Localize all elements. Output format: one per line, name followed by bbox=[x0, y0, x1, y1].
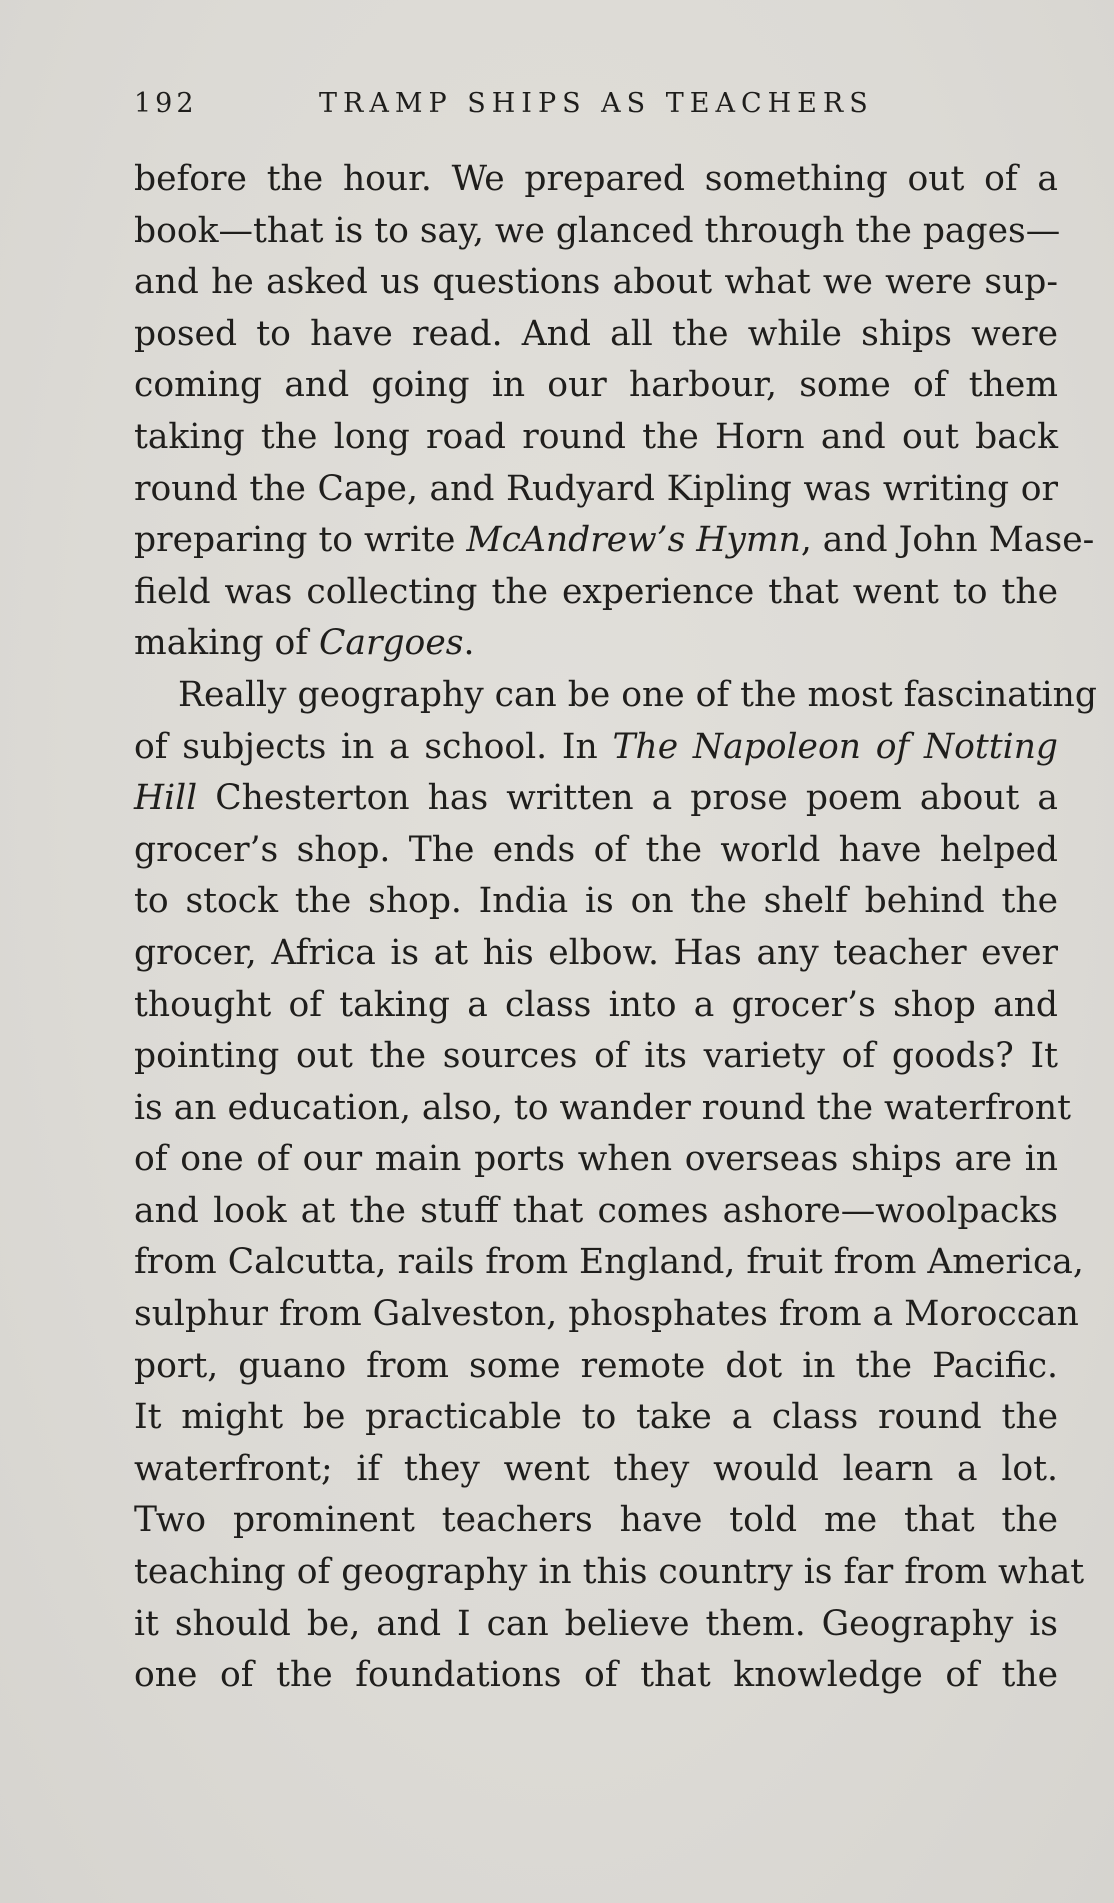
text-line: grocer, Africa is at his elbow. Has any teacher ever bbox=[134, 932, 1058, 973]
text-line: book—that is to say, we glanced through the pages— bbox=[134, 210, 1061, 251]
text-line: Two prominent teachers have told me that the bbox=[134, 1500, 1058, 1541]
text-line: and he asked us questions about what we were sup- bbox=[134, 262, 1058, 303]
running-title: TRAMP SHIPS AS TEACHERS bbox=[319, 88, 874, 119]
text-line bbox=[134, 722, 1058, 774]
text-line: of one of our main ports when overseas ships are in bbox=[134, 1139, 1058, 1180]
text-line: pointing out the sources of its variety of goods? It bbox=[134, 1036, 1058, 1077]
text-line: round the Cape, and Rudyard Kipling was writing or bbox=[134, 468, 1058, 509]
text-run: , and John Mase- bbox=[800, 520, 1095, 561]
paragraph-2 bbox=[134, 670, 1097, 1702]
text-line: taking the long road round the Horn and out back bbox=[134, 416, 1058, 457]
text-line: to stock the shop. India is on the shelf behind the bbox=[134, 881, 1058, 922]
text-line: posed to have read. And all the while ships were bbox=[134, 313, 1058, 354]
text-line bbox=[134, 618, 1058, 670]
text-run: of subjects in a school. In bbox=[134, 726, 613, 767]
text-line: grocer’s shop. The ends of the world have helped bbox=[134, 829, 1058, 870]
body-text bbox=[134, 154, 1097, 1702]
italic-title: Cargoes bbox=[319, 623, 464, 664]
text-line: and look at the stuff that comes ashore—woolpacks bbox=[134, 1190, 1058, 1231]
running-head bbox=[134, 88, 1058, 128]
italic-title: Hill bbox=[134, 778, 198, 819]
text-line: one of the foundations of that knowledge of the bbox=[134, 1655, 1058, 1696]
text-line: coming and going in our harbour, some of them bbox=[134, 365, 1058, 406]
text-line bbox=[134, 773, 1058, 825]
text-line: field was collecting the experience that went to the bbox=[134, 571, 1058, 612]
text-line: port, guano from some remote dot in the Pacific. bbox=[134, 1345, 1058, 1386]
paragraph-1 bbox=[134, 154, 1095, 670]
text-run: making of bbox=[134, 623, 319, 664]
text-line: sulphur from Galveston, phosphates from a Moroccan bbox=[134, 1294, 1079, 1335]
text-run: Chesterton has written a prose poem about a bbox=[197, 778, 1058, 819]
text-line: Really geography can be one of the most fascinating bbox=[178, 674, 1097, 715]
italic-title: McAndrew’s Hymn bbox=[466, 520, 801, 561]
italic-title: The Napoleon of Notting bbox=[612, 726, 1059, 767]
text-run: . bbox=[463, 623, 475, 664]
text-line bbox=[134, 515, 1095, 567]
text-line: before the hour. We prepared something out of a bbox=[134, 159, 1058, 199]
text-line: from Calcutta, rails from England, fruit from America, bbox=[134, 1242, 1084, 1283]
text-line: It might be practicable to take a class round the bbox=[134, 1397, 1058, 1438]
text-line: is an education, also, to wander round the waterfront bbox=[134, 1087, 1071, 1128]
page-number: 192 bbox=[134, 88, 198, 119]
text-line: teaching of geography in this country is far from what bbox=[134, 1552, 1085, 1593]
text-line: thought of taking a class into a grocer’s shop and bbox=[134, 984, 1058, 1025]
text-line: it should be, and I can believe them. Geography is bbox=[134, 1603, 1058, 1644]
text-line: waterfront; if they went they would learn a lot. bbox=[134, 1448, 1058, 1489]
text-run: preparing to write bbox=[134, 520, 467, 561]
